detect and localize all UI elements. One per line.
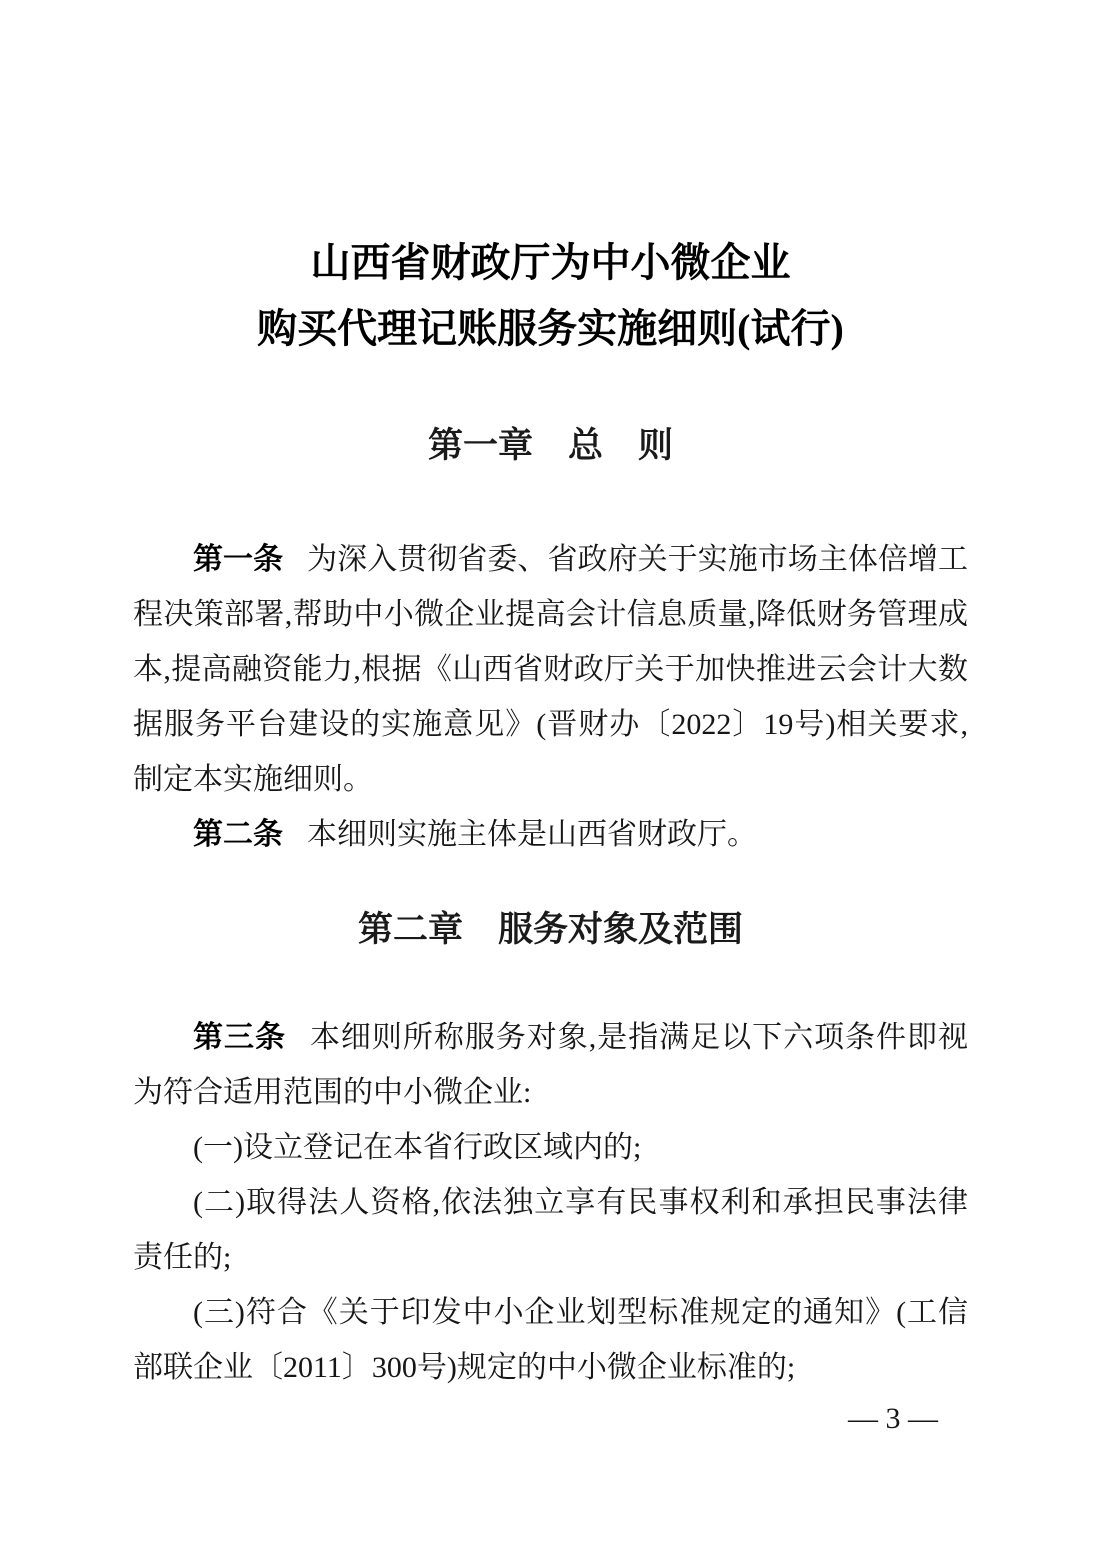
- list-item-1: (一)设立登记在本省行政区域内的;: [193, 1131, 642, 1164]
- article-1-paragraph: [133, 532, 968, 807]
- list-item-2: (二)取得法人资格,依法独立享有民事权利和承担民事法律责任的;: [133, 1186, 968, 1274]
- article-2-label: 第二条: [193, 818, 283, 851]
- chapter-2-heading: 第二章 服务对象及范围: [357, 910, 743, 949]
- article-1-text: 为深入贯彻省委、省政府关于实施市场主体倍增工程决策部署,帮助中小微企业提高会计信息质量,降低财务管理成本,提高融资能力,根据《山西省财政厅关于加快推进云会计大数据服务平台建设的实施意见》(晋财办〔2022〕19号)相关要求,制定本实施细则。: [133, 543, 968, 796]
- document-title-line-1: 山西省财政厅为中小微企业: [310, 240, 791, 285]
- article-1-label: 第一条: [193, 543, 284, 576]
- list-item-3: (三)符合《关于印发中小企业划型标准规定的通知》(工信部联企业〔2011〕300号)规定的中小微企业标准的;: [133, 1296, 968, 1384]
- article-3-label: 第三条: [193, 1021, 286, 1054]
- document-title: [133, 230, 968, 362]
- chapter-1-heading: 第一章 总 则: [427, 426, 673, 465]
- article-3-paragraph: [133, 1010, 968, 1120]
- article-2-text: 本细则实施主体是山西省财政厅。: [307, 818, 757, 851]
- document-title-line-2: 购买代理记账服务实施细则(试行): [257, 306, 844, 351]
- article-3-text: 本细则所称服务对象,是指满足以下六项条件即视为符合适用范围的中小微企业:: [133, 1021, 968, 1109]
- article-2-paragraph: [133, 807, 968, 862]
- page-number: — 3 —: [848, 1402, 938, 1435]
